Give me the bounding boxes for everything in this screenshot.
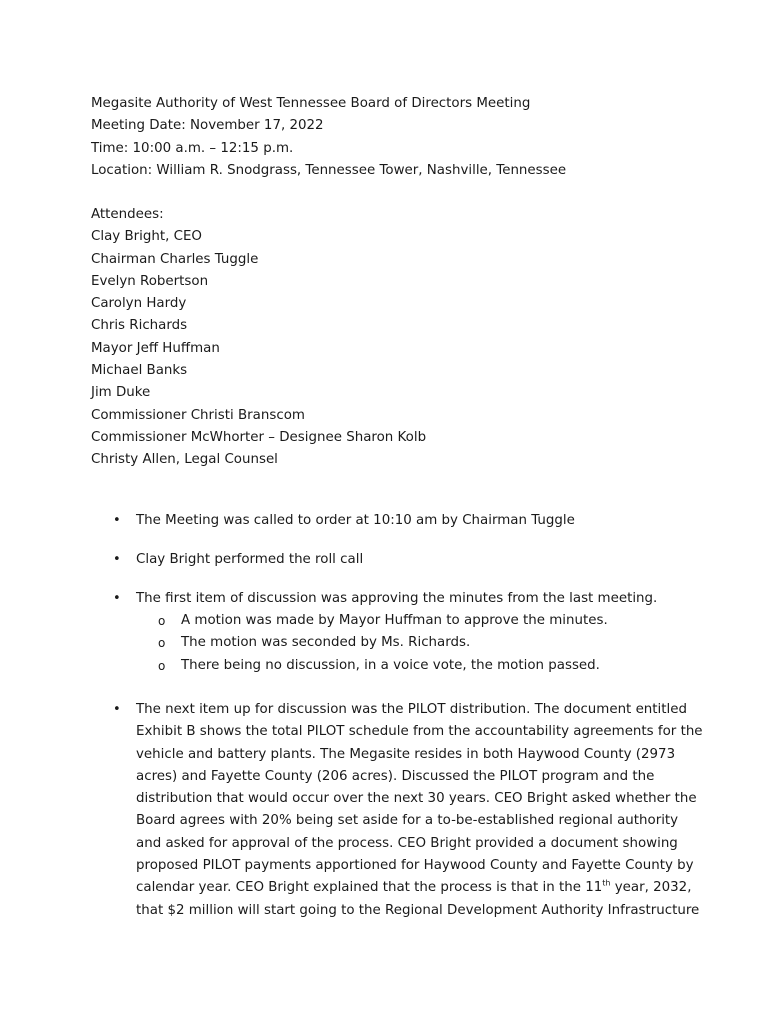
paragraph-line: proposed PILOT payments apportioned for Haywood County and Fayette County by	[136, 858, 694, 874]
attendee-name: Chris Richards	[91, 318, 188, 334]
attendee-name: Commissioner McWhorter – Designee Sharon Kolb	[91, 429, 427, 445]
line-text: year, 2032,	[610, 880, 692, 896]
paragraph-line: distribution that would occur over the next 30 years. CEO Bright asked whether the	[136, 791, 697, 807]
agenda-subitem: There being no discussion, in a voice vote, the motion passed.	[181, 658, 600, 673]
meeting-time: Time: 10:00 a.m. – 12:15 p.m.	[91, 140, 294, 156]
ordinal-suffix: th	[602, 878, 611, 888]
attendee-name: Michael Banks	[91, 363, 188, 379]
agenda-item-pilot-distribution	[136, 699, 703, 922]
attendee-name: Jim Duke	[91, 385, 151, 401]
attendee-name: Mayor Jeff Huffman	[91, 340, 220, 356]
attendee-name: Commissioner Christi Branscom	[91, 407, 305, 423]
attendee-name: Clay Bright, CEO	[91, 229, 202, 245]
sub-bullet-icon: o	[158, 614, 166, 628]
agenda-item-call-to-order: The Meeting was called to order at 10:10 am by Chairman Tuggle	[136, 513, 575, 528]
paragraph-line: acres) and Fayette County (206 acres). Discussed the PILOT program and the	[136, 768, 655, 784]
agenda-subitem: The motion was seconded by Ms. Richards.	[181, 635, 471, 650]
paragraph-line: The next item up for discussion was the PILOT distribution. The document entitled	[136, 702, 687, 717]
attendees-heading: Attendees:	[91, 207, 164, 222]
bullet-icon: •	[113, 513, 121, 528]
paragraph-line: vehicle and battery plants. The Megasite resides in both Haywood County (2973	[136, 746, 676, 762]
agenda-subitem: A motion was made by Mayor Huffman to approve the minutes.	[181, 613, 608, 628]
meeting-date: Meeting Date: November 17, 2022	[91, 118, 324, 134]
line-text: calendar year. CEO Bright explained that the process is that in the 11	[136, 880, 603, 896]
bullet-icon: •	[113, 552, 121, 567]
attendee-name: Carolyn Hardy	[91, 296, 187, 312]
paragraph-line: Exhibit B shows the total PILOT schedule from the accountability agreements for the	[136, 724, 703, 740]
sub-bullet-icon: o	[158, 659, 166, 673]
meeting-title: Megasite Authority of West Tennessee Board of Directors Meeting	[91, 96, 531, 111]
attendees-section	[91, 204, 711, 472]
paragraph-line: Board agrees with 20% being set aside for a to-be-established regional authority	[136, 813, 679, 829]
attendee-name: Evelyn Robertson	[91, 273, 209, 289]
sub-bullet-icon: o	[158, 636, 166, 650]
attendee-name: Chairman Charles Tuggle	[91, 251, 259, 267]
attendee-name: Christy Allen, Legal Counsel	[91, 452, 278, 468]
paragraph-line	[136, 877, 692, 899]
paragraph-line: and asked for approval of the process. CEO Bright provided a document showing	[136, 835, 678, 851]
agenda-item-roll-call: Clay Bright performed the roll call	[136, 552, 364, 567]
meeting-location: Location: William R. Snodgrass, Tennessee Tower, Nashville, Tennessee	[91, 162, 567, 178]
bullet-icon: •	[113, 591, 121, 606]
agenda-item-minutes: The first item of discussion was approving the minutes from the last meeting.	[136, 591, 658, 606]
meeting-header	[91, 93, 711, 182]
paragraph-line: that $2 million will start going to the Regional Development Authority Infrastructure	[136, 902, 700, 918]
bullet-icon: •	[113, 702, 121, 717]
